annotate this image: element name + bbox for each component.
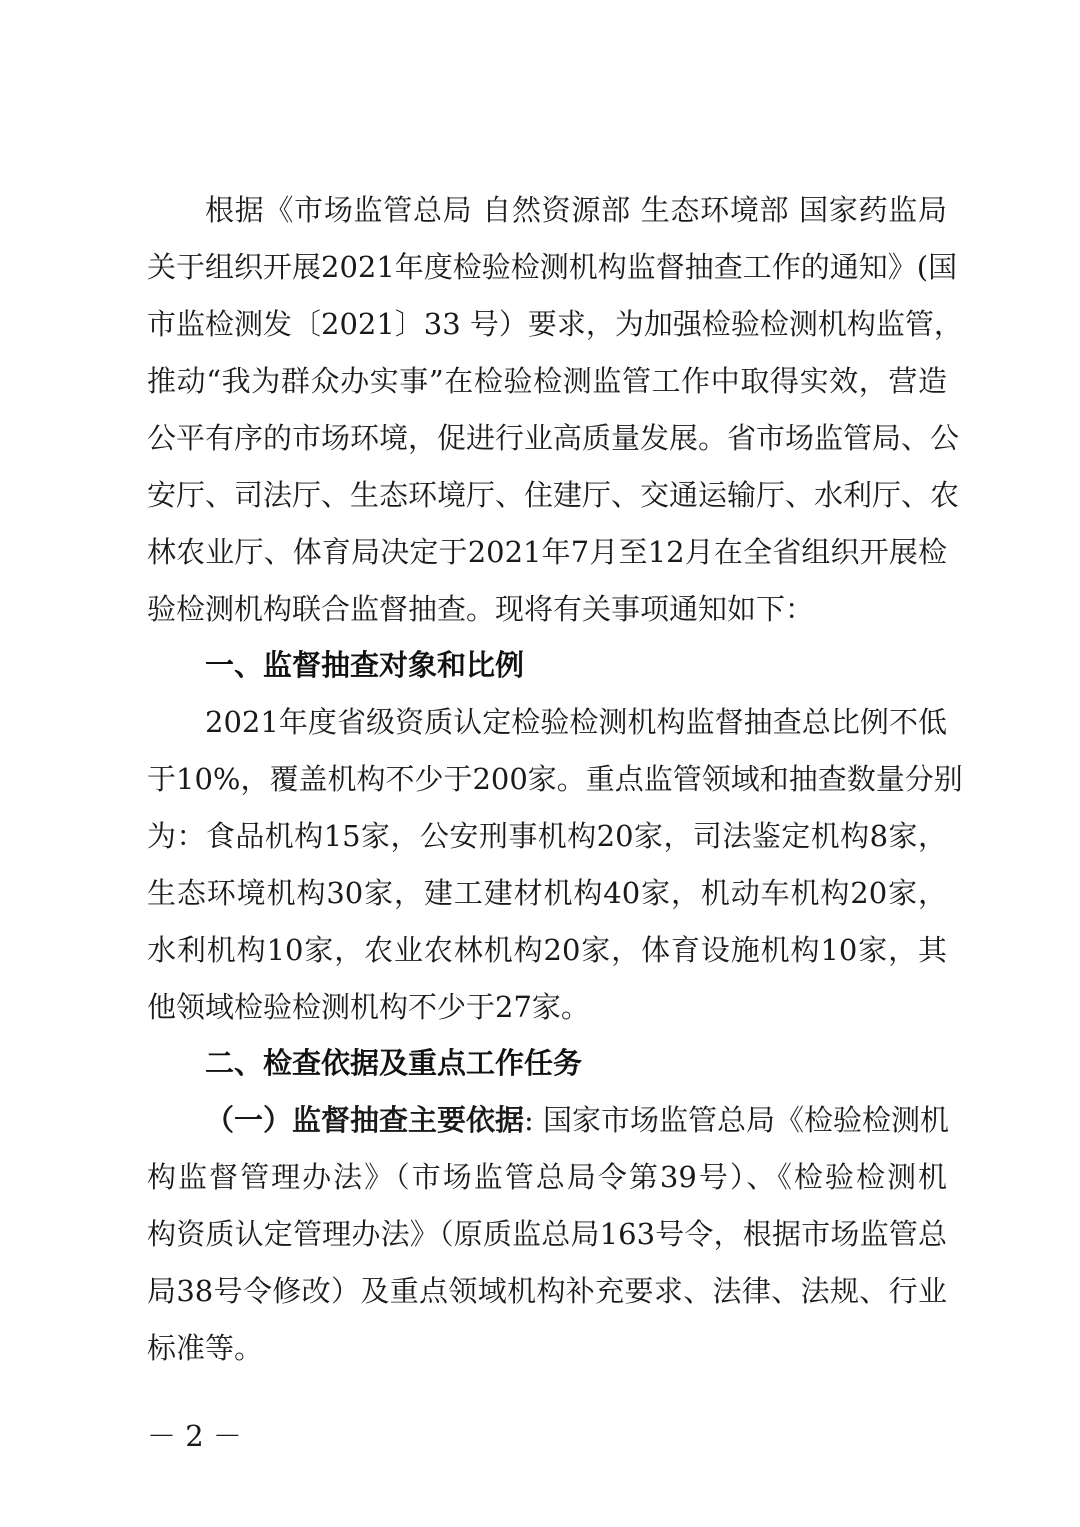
page-number: － 2 － (147, 1419, 242, 1453)
section-1-line-4: 生态环境机构30家，建工建材机构40家，机动车机构20家， (147, 876, 947, 910)
section-2-item-1-line-2: 构监督管理办法》（市场监管总局令第39号）、《检验检测机 (147, 1160, 947, 1194)
section-2-item-1-line-1 (205, 1098, 950, 1142)
paragraph-1-line-7: 林农业厅、体育局决定于2021年7月至12月在全省组织开展检 (147, 535, 947, 569)
paragraph-1-line-2: 关于组织开展2021年度检验检测机构监督抽查工作的通知》(国 (147, 250, 958, 284)
section-1-line-2: 于10%，覆盖机构不少于200家。重点监管领域和抽查数量分别 (147, 762, 963, 796)
paragraph-1-line-8: 验检测机构联合监督抽查。现将有关事项通知如下： (147, 592, 815, 626)
section-1-line-1: 2021年度省级资质认定检验检测机构监督抽查总比例不低 (205, 705, 947, 739)
section-2-item-1-line-3: 构资质认定管理办法》（原质监总局163号令，根据市场监管总 (147, 1217, 947, 1251)
paragraph-1-line-1: 根据《市场监管总局 自然资源部 生态环境部 国家药监局 (205, 193, 947, 227)
item-1-lead: （一）监督抽查主要依据 (205, 1103, 525, 1137)
item-1-first-rest: : 国家市场监管总局《检验检测机 (524, 1103, 950, 1137)
paragraph-1-line-6: 安厅、司法厅、生态环境厅、住建厅、交通运输厅、水利厅、农 (147, 478, 960, 512)
section-2-item-1-line-4: 局38号令修改）及重点领域机构补充要求、法律、法规、行业 (147, 1274, 947, 1308)
paragraph-1-line-5: 公平有序的市场环境，促进行业高质量发展。省市场监管局、公 (147, 421, 960, 455)
section-1-line-3: 为：食品机构15家，公安刑事机构20家，司法鉴定机构8家， (147, 819, 947, 853)
section-1-heading: 一、监督抽查对象和比例 (205, 648, 525, 682)
section-1-line-6: 他领域检验检测机构不少于27家。 (147, 990, 590, 1024)
paragraph-1-line-4: 推动“我为群众办实事”在检验检测监管工作中取得实效，营造 (147, 364, 947, 398)
section-2-item-1-line-5: 标准等。 (147, 1331, 264, 1365)
section-2-heading: 二、检查依据及重点工作任务 (205, 1046, 583, 1080)
section-1-line-5: 水利机构10家，农业农林机构20家，体育设施机构10家，其 (147, 933, 947, 967)
paragraph-1-line-3: 市监检测发〔2021〕33 号）要求，为加强检验检测机构监管， (147, 307, 963, 341)
